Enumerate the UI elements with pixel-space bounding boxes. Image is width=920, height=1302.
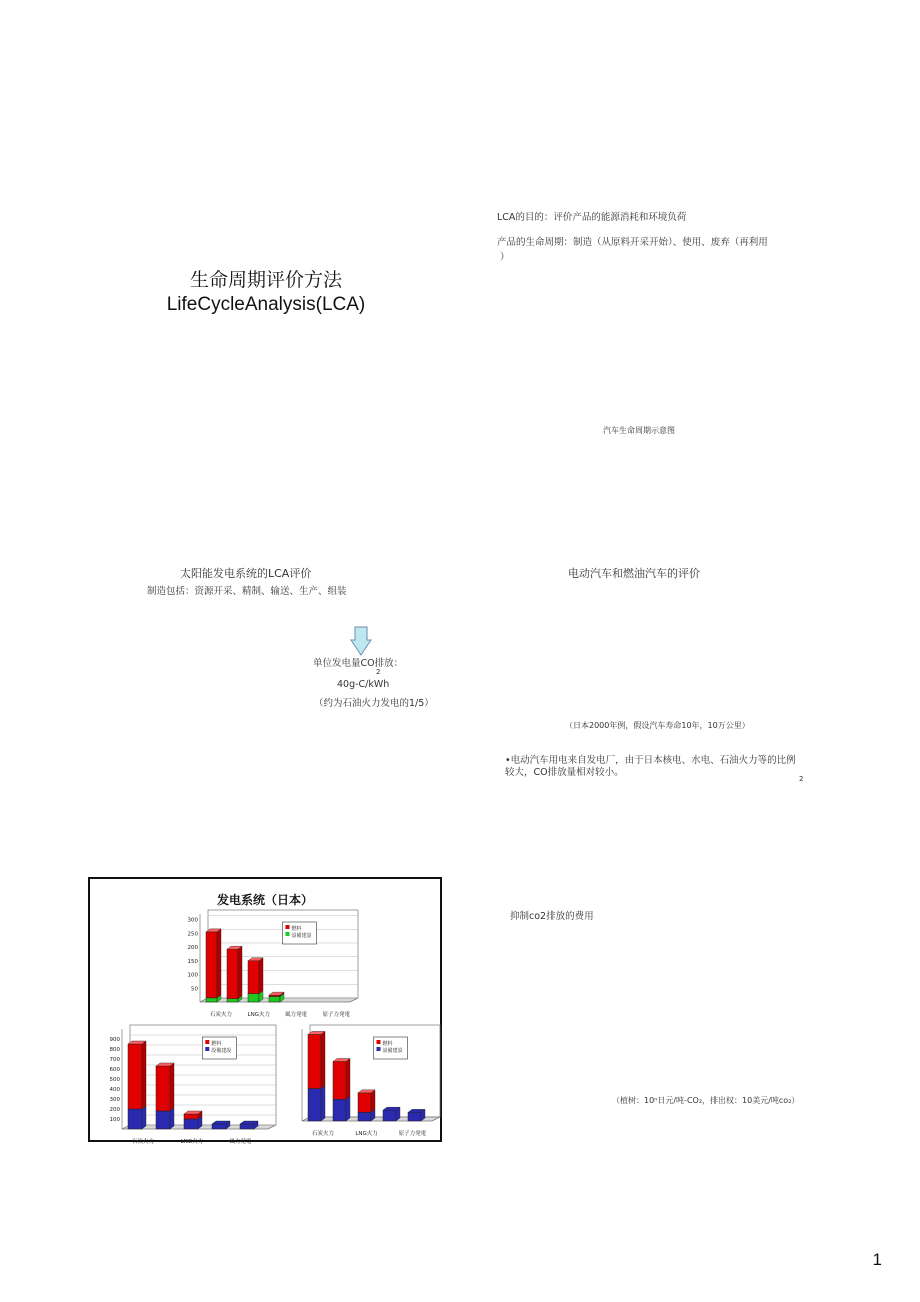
bar-segment-lower [184, 1119, 198, 1129]
bar-side-lower [170, 1108, 174, 1129]
ev-evaluation-note: （日本2000年例，假设汽车寿命10年，10万公里） [565, 721, 750, 730]
bar-segment-upper [358, 1093, 371, 1112]
bar-segment-lower [358, 1112, 371, 1121]
chart-tick-label: 400 [109, 1087, 120, 1093]
lifecycle-text: 产品的生命周期：制造（从原料开采开始）、使用、废弃（再利用 [497, 237, 768, 248]
bar-side-upper [371, 1090, 375, 1112]
chart-category-label: LNG火力 [355, 1131, 378, 1137]
bar-segment-lower [156, 1111, 170, 1129]
solar-lca-title: 太阳能发电系统的LCA评价 [180, 567, 312, 580]
chart-category-label: 原子力発電 [398, 1131, 427, 1137]
bar-segment-lower [269, 997, 280, 1003]
chart-category-label: 風力発電 [229, 1139, 252, 1145]
legend-label-fuel: 燃料 [291, 926, 302, 932]
legend-swatch-equipment [377, 1047, 381, 1051]
bar-segment-lower [248, 994, 259, 1002]
ev-evaluation-title: 电动汽车和燃油汽车的评价 [568, 567, 700, 580]
bar-segment-lower [227, 999, 238, 1002]
legend-swatch-equipment [205, 1047, 209, 1051]
legend-swatch-fuel [286, 925, 290, 929]
bar-side-upper [217, 929, 221, 998]
chart-tick-label: 250 [187, 931, 198, 938]
chart-category-label: 石炭火力 [210, 1012, 233, 1018]
legend-label-equipment: 設備建設 [291, 933, 312, 939]
chart-tick-label: 300 [109, 1097, 120, 1103]
chart-tick-label: 800 [109, 1047, 120, 1053]
legend-label-fuel: 燃料 [382, 1041, 393, 1047]
bar-segment-upper [248, 961, 259, 994]
chart-tick-label: 900 [109, 1037, 120, 1043]
chart-tick-label: 100 [187, 972, 198, 979]
bar-segment-lower [206, 998, 217, 1002]
bar-side-upper [238, 946, 242, 999]
bar-segment-upper [333, 1061, 346, 1099]
lca-purpose-text: LCA的目的：评价产品的能源消耗和环境负荷 [497, 212, 687, 223]
bar-segment-lower [333, 1099, 346, 1121]
chart-tick-label: 300 [187, 917, 198, 924]
chart-category-label: LNG火力 [180, 1139, 204, 1145]
legend-label-fuel: 燃料 [211, 1041, 222, 1047]
co2-result-label: 单位发电量CO排放： [313, 658, 404, 669]
bar-side-upper [259, 958, 263, 994]
bar-segment-upper [156, 1066, 170, 1111]
lifecycle-text-cont: ） [500, 252, 510, 263]
chart-category-label: 原子力発電 [322, 1012, 351, 1018]
bar-side-lower [142, 1106, 146, 1129]
legend-swatch-equipment [286, 932, 290, 936]
bar-segment-lower [240, 1124, 254, 1129]
bar-segment-lower [212, 1124, 226, 1129]
co2-subscript: 2 [376, 668, 381, 676]
down-arrow-icon [350, 626, 372, 656]
bar-segment-lower [383, 1110, 396, 1121]
bar-segment-upper [227, 949, 238, 999]
ev-bullet-line2: 较大，CO排放量相对较小。 [505, 767, 624, 778]
bar-side-lower [346, 1096, 350, 1121]
bar-side-lower [321, 1086, 325, 1121]
legend-swatch-fuel [377, 1040, 381, 1044]
ev-bullet-line1: •电动汽车用电来自发电厂，由于日本核电、水电、石油火力等的比例 [505, 755, 796, 766]
bar-side-upper [321, 1031, 325, 1088]
bar-side-upper [170, 1063, 174, 1111]
chart-tick-label: 600 [109, 1067, 120, 1073]
bar-segment-upper [184, 1114, 198, 1119]
bar-segment-upper [308, 1034, 321, 1088]
chart-tick-label: 200 [109, 1107, 120, 1113]
power-system-chart [88, 877, 442, 1145]
chart-category-label: 石炭火力 [132, 1139, 155, 1145]
bar-segment-upper [128, 1044, 142, 1109]
bar-segment-lower [408, 1112, 421, 1121]
bar-segment-lower [308, 1089, 321, 1121]
bar-segment-upper [206, 932, 217, 998]
chart-tick-label: 100 [109, 1117, 120, 1123]
car-lifecycle-caption: 汽车生命周期示意图 [603, 426, 675, 435]
bar-side-upper [142, 1041, 146, 1109]
chart-tick-label: 150 [187, 958, 198, 965]
legend-label-equipment: 設備建設 [211, 1048, 232, 1054]
page-number: 1 [872, 1250, 882, 1269]
chart-title: 发电系统（日本） [216, 893, 313, 907]
bar-segment-lower [128, 1109, 142, 1129]
chart-tick-label: 700 [109, 1057, 120, 1063]
chart-canvas [90, 879, 440, 1145]
chart-tick-label: 50 [191, 986, 198, 993]
legend-label-equipment: 設備建設 [382, 1048, 403, 1054]
co2-result-value: 40g-C/kWh [337, 679, 390, 690]
cost-note: （植树：10ⁿ日元/吨-CO₂，排出权：10美元/吨co₂） [612, 1096, 800, 1105]
chart-category-label: LNG火力 [247, 1012, 270, 1018]
chart-tick-label: 500 [109, 1077, 120, 1083]
slide1-title-en: LifeCycleAnalysis(LCA) [166, 294, 366, 315]
bar-side-upper [346, 1058, 350, 1099]
bar-segment-upper [269, 995, 280, 996]
solar-lca-subtitle: 制造包括：资源开采、精制、输送、生产、组装 [147, 586, 347, 597]
slide1-title-cn: 生命周期评价方法 [189, 269, 342, 291]
cost-title: 抑制co2排放的费用 [510, 911, 594, 922]
chart-tick-label: 200 [187, 945, 198, 951]
chart-category-label: 風力発電 [285, 1012, 308, 1018]
ev-subscript: 2 [799, 775, 804, 783]
chart-category-label: 石炭火力 [312, 1131, 335, 1137]
legend-swatch-fuel [205, 1040, 209, 1044]
co2-result-comparison: （约为石油火力发电的1/5） [314, 698, 434, 709]
